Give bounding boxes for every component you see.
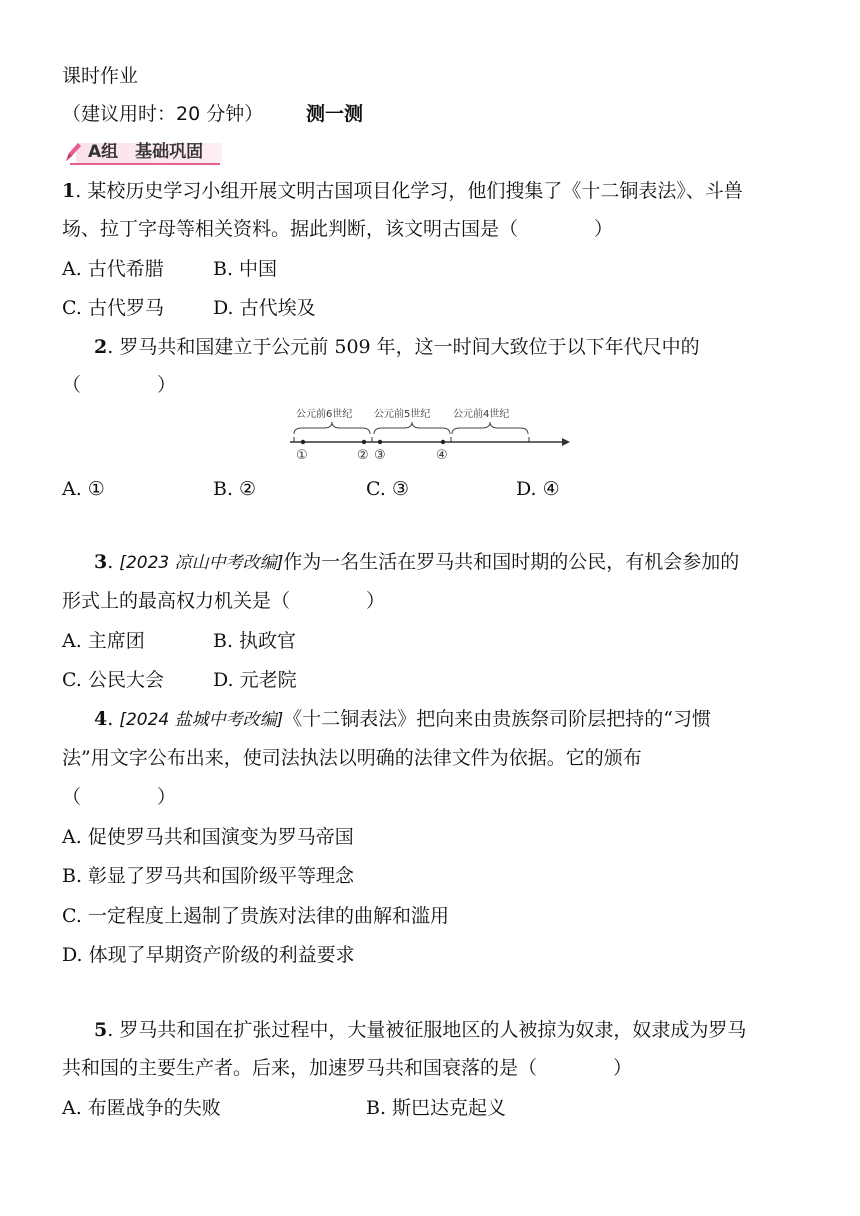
mark-3: ③ (374, 448, 386, 463)
brace-5th (374, 422, 450, 434)
q1-line-1 (62, 179, 743, 203)
q5-line-2: 共和国的主要生产者。后来，加速罗马共和国衰落的是（ ） (62, 1057, 633, 1079)
q3-option-b[interactable]: B. 执政官 (213, 630, 297, 652)
q5-number: 5 (94, 1019, 108, 1041)
section-label: A组 基础巩固 (88, 142, 204, 162)
timeline-label-6th: 公元前6世纪 (296, 409, 353, 420)
q4-line-1: 4. [2024 盐城中考改编]《十二铜表法》把向来由贵族祭司阶层把持的“习惯 (94, 708, 711, 730)
point-4 (441, 440, 445, 444)
q1-number: 1 (62, 180, 76, 202)
q5-option-a[interactable]: A. 布匿战争的失败 (62, 1097, 221, 1119)
q5-line-1 (94, 1018, 746, 1042)
point-2 (362, 440, 366, 444)
q4-line-3: （ ） (62, 786, 177, 808)
q4-number: 4 (94, 708, 108, 730)
brace-6th (294, 422, 370, 434)
section-header-underline (70, 163, 220, 165)
mode-label: 测一测 (306, 103, 364, 125)
q4-option-a[interactable]: A. 促使罗马共和国演变为罗马帝国 (62, 826, 354, 848)
q3-number: 3 (94, 551, 108, 573)
q5-text-1: . 罗马共和国在扩张过程中，大量被征服地区的人被掠为奴隶，奴隶成为罗马 (107, 1019, 747, 1041)
mark-2: ② (357, 448, 369, 463)
q2-option-a[interactable]: A. ① (62, 478, 105, 500)
q2-text-1: . 罗马共和国建立于公元前 509 年，这一时间大致位于以下年代尺中的 (107, 336, 700, 358)
q1-option-b[interactable]: B. 中国 (213, 258, 278, 280)
point-1 (301, 440, 305, 444)
q2-line-2: （ ） (62, 374, 177, 396)
q2-line-1 (94, 335, 700, 359)
timeline-arrow (562, 438, 570, 446)
timeline-figure (286, 404, 576, 464)
mark-1: ① (296, 448, 308, 463)
timeline-label-5th: 公元前5世纪 (374, 409, 431, 420)
q4-option-b[interactable]: B. 彰显了罗马共和国阶级平等理念 (62, 865, 355, 887)
q5-option-b[interactable]: B. 斯巴达克起义 (366, 1097, 507, 1119)
q2-option-d[interactable]: D. ④ (516, 478, 560, 500)
q2-option-c[interactable]: C. ③ (366, 478, 409, 500)
q4-option-c[interactable]: C. 一定程度上遏制了贵族对法律的曲解和滥用 (62, 905, 449, 927)
q3-option-a[interactable]: A. 主席团 (62, 630, 145, 652)
timeline-label-4th: 公元前4世纪 (453, 409, 510, 420)
q1-option-c[interactable]: C. 古代罗马 (62, 297, 164, 319)
page-title: 课时作业 (62, 65, 139, 87)
q3-line-2: 形式上的最高权力机关是（ ） (62, 590, 386, 612)
q3-source: [2023 凉山中考改编] (119, 553, 284, 573)
q3-option-d[interactable]: D. 元老院 (213, 669, 297, 691)
brace-4th (452, 422, 528, 434)
q3-text-1: 作为一名生活在罗马共和国时期的公民，有机会参加的 (283, 551, 740, 573)
time-hint: （建议用时：20 分钟） (62, 103, 264, 125)
q1-line-2: 场、拉丁字母等相关资料。据此判断，该文明古国是（ ） (62, 218, 614, 240)
q1-option-a[interactable]: A. 古代希腊 (62, 258, 164, 280)
q1-text-1: . 某校历史学习小组开展文明古国项目化学习，他们搜集了《十二铜表法》、斗兽 (75, 180, 743, 202)
q1-option-d[interactable]: D. 古代埃及 (213, 297, 316, 319)
pen-icon (62, 140, 84, 164)
q3-option-c[interactable]: C. 公民大会 (62, 669, 164, 691)
q4-source: [2024 盐城中考改编] (119, 710, 284, 730)
section-header (62, 140, 222, 166)
q2-option-b[interactable]: B. ② (213, 478, 257, 500)
q4-line-2: 法”用文字公布出来，使司法执法以明确的法律文件为依据。它的颁布 (62, 747, 642, 769)
q2-number: 2 (94, 336, 108, 358)
q3-line-1: 3. [2023 凉山中考改编]作为一名生活在罗马共和国时期的公民，有机会参加的 (94, 551, 740, 573)
q4-option-d[interactable]: D. 体现了早期资产阶级的利益要求 (62, 944, 355, 966)
point-3 (378, 440, 382, 444)
mark-4: ④ (436, 448, 448, 463)
q4-text-1: 《十二铜表法》把向来由贵族祭司阶层把持的“习惯 (283, 708, 711, 730)
